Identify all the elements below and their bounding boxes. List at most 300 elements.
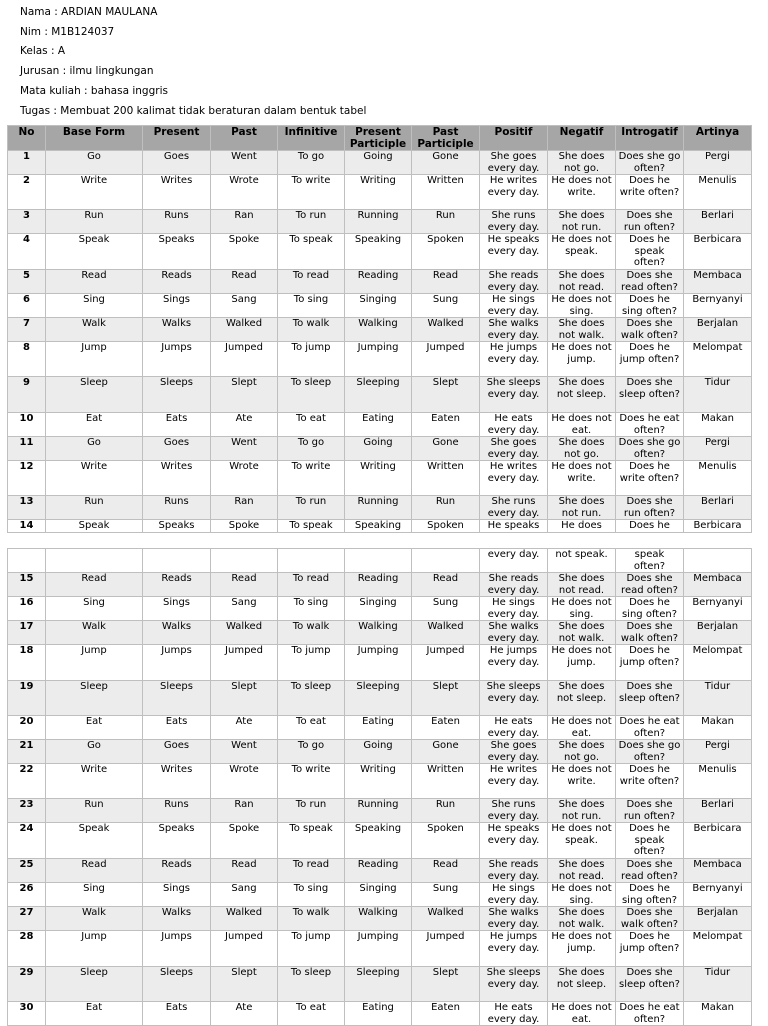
cell-past: Read: [211, 270, 278, 294]
cell-past: Spoke: [211, 234, 278, 270]
cell-infinitive: To write: [278, 461, 345, 496]
cell-artinya: Bernyanyi: [684, 597, 752, 621]
cell-no: 28: [8, 931, 46, 967]
cell-infinitive: To go: [278, 437, 345, 461]
table-row: [8, 883, 752, 907]
cell-artinya: Berlari: [684, 210, 752, 234]
cell-present: Writes: [143, 175, 211, 210]
cell-present: Jumps: [143, 931, 211, 967]
cell-introgatif: Does he write often?: [616, 175, 684, 210]
cell-past: Ate: [211, 413, 278, 437]
cell-introgatif: Does she sleep often?: [616, 377, 684, 413]
cell-base-form: Go: [46, 151, 143, 175]
cell-past-participle: Sung: [412, 883, 480, 907]
cell-positif: She walks every day.: [480, 621, 548, 645]
cell-present-participle: Sleeping: [345, 377, 412, 413]
cell-artinya: Berjalan: [684, 621, 752, 645]
cell-no: 1: [8, 151, 46, 175]
cell-positif: She walks every day.: [480, 318, 548, 342]
cell-base-form: Write: [46, 175, 143, 210]
table-row: [8, 270, 752, 294]
cell-past-participle: Read: [412, 859, 480, 883]
cell-no: 29: [8, 967, 46, 1002]
cell-no: 21: [8, 740, 46, 764]
cell-present: Walks: [143, 907, 211, 931]
cell-introgatif: Does he speak often?: [616, 234, 684, 270]
cell-positif: He eats every day.: [480, 413, 548, 437]
cell-infinitive: To sing: [278, 597, 345, 621]
cell-negatif: She does not read.: [548, 270, 616, 294]
cell-past-participle: Slept: [412, 967, 480, 1002]
cell-present-participle: Jumping: [345, 645, 412, 681]
cell-negatif: She does not read.: [548, 573, 616, 597]
cell-past: Jumped: [211, 931, 278, 967]
cell-negatif: He does not write.: [548, 461, 616, 496]
cell-infinitive: To read: [278, 859, 345, 883]
cell-no: 15: [8, 573, 46, 597]
cell-no: 9: [8, 377, 46, 413]
cell-no: 20: [8, 716, 46, 740]
cell-present: Eats: [143, 716, 211, 740]
cell-present-participle: Eating: [345, 413, 412, 437]
cell-negatif: She does not go.: [548, 151, 616, 175]
cell-present: Speaks: [143, 520, 211, 533]
cell-present-participle: Running: [345, 210, 412, 234]
cell-introgatif: Does she read often?: [616, 270, 684, 294]
col-header-artinya: Artinya: [684, 126, 752, 151]
cell-no: 23: [8, 799, 46, 823]
cell-present: Runs: [143, 496, 211, 520]
table-row: [8, 234, 752, 270]
cell-past-participle: Gone: [412, 151, 480, 175]
cell-negatif: He does not jump.: [548, 342, 616, 377]
table-header-row: [8, 126, 752, 151]
cell-positif: He speaks every day.: [480, 234, 548, 270]
cell-introgatif: Does he: [616, 520, 684, 533]
cell-past: Wrote: [211, 764, 278, 799]
cell-past-participle: Walked: [412, 621, 480, 645]
cell-artinya: Tidur: [684, 681, 752, 716]
cell-no: 2: [8, 175, 46, 210]
cell-past-participle: Jumped: [412, 645, 480, 681]
cell-present: Sleeps: [143, 967, 211, 1002]
cell-infinitive: To jump: [278, 342, 345, 377]
cell-infinitive: To jump: [278, 931, 345, 967]
cell-positif: She runs every day.: [480, 496, 548, 520]
table-row: [8, 573, 752, 597]
cell-base-form: Go: [46, 437, 143, 461]
cell-introgatif: Does she walk often?: [616, 621, 684, 645]
cell-base-form: Write: [46, 764, 143, 799]
cell-introgatif: Does he write often?: [616, 461, 684, 496]
cell-negatif: not speak.: [548, 549, 616, 573]
cell-negatif: He does not write.: [548, 175, 616, 210]
student-name: Nama : ARDIAN MAULANA: [20, 6, 158, 18]
table-row: [8, 413, 752, 437]
cell-past: Wrote: [211, 175, 278, 210]
cell-no: 24: [8, 823, 46, 859]
cell-artinya: Pergi: [684, 437, 752, 461]
col-header-negatif: Negatif: [548, 126, 616, 151]
cell-infinitive: To speak: [278, 234, 345, 270]
verb-table-page-2: [7, 548, 752, 1026]
cell-infinitive: To run: [278, 496, 345, 520]
cell-infinitive: To sleep: [278, 377, 345, 413]
cell-introgatif: Does she sleep often?: [616, 681, 684, 716]
cell-positif: He jumps every day.: [480, 645, 548, 681]
cell-no: 17: [8, 621, 46, 645]
cell-past-participle: Walked: [412, 318, 480, 342]
cell-past-participle: Written: [412, 175, 480, 210]
cell-past: Sang: [211, 294, 278, 318]
cell-negatif: She does not walk.: [548, 621, 616, 645]
cell-present: Sings: [143, 883, 211, 907]
table-row: [8, 175, 752, 210]
cell-present-participle: Writing: [345, 764, 412, 799]
table-row: [8, 377, 752, 413]
cell-no: 5: [8, 270, 46, 294]
table-row: [8, 859, 752, 883]
cell-infinitive: To sleep: [278, 681, 345, 716]
cell-present: Reads: [143, 859, 211, 883]
col-header-present: Present: [143, 126, 211, 151]
cell-no: 7: [8, 318, 46, 342]
cell-present: Walks: [143, 621, 211, 645]
cell-present-participle: Going: [345, 740, 412, 764]
col-header-past-participle: Past Participle: [412, 126, 480, 151]
cell-positif: She goes every day.: [480, 740, 548, 764]
cell-negatif: He does not speak.: [548, 823, 616, 859]
cell-present-participle: Walking: [345, 318, 412, 342]
cell-past: Went: [211, 151, 278, 175]
cell-infinitive: To run: [278, 799, 345, 823]
cell-artinya: Berbicara: [684, 234, 752, 270]
cell-past: Wrote: [211, 461, 278, 496]
assignment-title: Tugas : Membuat 200 kalimat tidak beraturan dalam bentuk tabel: [20, 105, 367, 117]
cell-artinya: Tidur: [684, 377, 752, 413]
cell-introgatif: Does he sing often?: [616, 883, 684, 907]
cell-past: Jumped: [211, 342, 278, 377]
table-row: [8, 681, 752, 716]
table-row: [8, 461, 752, 496]
cell-base-form: Write: [46, 461, 143, 496]
cell-positif: He speaks every day.: [480, 823, 548, 859]
cell-introgatif: Does she go often?: [616, 740, 684, 764]
cell-past-participle: Read: [412, 573, 480, 597]
cell-infinitive: To write: [278, 764, 345, 799]
cell-artinya: Melompat: [684, 342, 752, 377]
cell-present-participle: Writing: [345, 175, 412, 210]
cell-introgatif: Does she walk often?: [616, 318, 684, 342]
cell-positif: She goes every day.: [480, 151, 548, 175]
cell-negatif: She does not sleep.: [548, 967, 616, 1002]
cell-past: Went: [211, 740, 278, 764]
cell-negatif: She does not read.: [548, 859, 616, 883]
cell-artinya: Bernyanyi: [684, 883, 752, 907]
cell-negatif: He does: [548, 520, 616, 533]
cell-infinitive: To eat: [278, 413, 345, 437]
cell-present: Eats: [143, 1002, 211, 1026]
cell-infinitive: To eat: [278, 716, 345, 740]
cell-present-participle: Speaking: [345, 823, 412, 859]
cell-no: 3: [8, 210, 46, 234]
cell-introgatif: Does he speak often?: [616, 823, 684, 859]
cell-positif: He jumps every day.: [480, 342, 548, 377]
cell-past: Sang: [211, 883, 278, 907]
cell-present: Speaks: [143, 234, 211, 270]
cell-no: 22: [8, 764, 46, 799]
cell-past-participle: Sung: [412, 597, 480, 621]
cell-past: Walked: [211, 621, 278, 645]
cell-infinitive: To walk: [278, 907, 345, 931]
cell-positif: She reads every day.: [480, 573, 548, 597]
cell-past-participle: Run: [412, 210, 480, 234]
cell-present: Reads: [143, 573, 211, 597]
cell-present-participle: Reading: [345, 859, 412, 883]
cell-past-participle: Gone: [412, 437, 480, 461]
cell-no: 25: [8, 859, 46, 883]
verb-table-page-1: [7, 125, 752, 533]
cell-artinya: Makan: [684, 413, 752, 437]
cell-present: Sleeps: [143, 681, 211, 716]
cell-no: 10: [8, 413, 46, 437]
cell-introgatif: Does he jump often?: [616, 645, 684, 681]
table-row: [8, 907, 752, 931]
cell-past-participle: Slept: [412, 681, 480, 716]
cell-base-form: Run: [46, 799, 143, 823]
cell-base-form: Sleep: [46, 681, 143, 716]
cell-present: Writes: [143, 764, 211, 799]
cell-negatif: He does not speak.: [548, 234, 616, 270]
cell-present-participle: Speaking: [345, 234, 412, 270]
cell-negatif: He does not write.: [548, 764, 616, 799]
cell-artinya: Tidur: [684, 967, 752, 1002]
cell-present: Goes: [143, 740, 211, 764]
table-row: [8, 294, 752, 318]
cell-infinitive: To walk: [278, 318, 345, 342]
cell-base-form: Walk: [46, 318, 143, 342]
cell-introgatif: Does he jump often?: [616, 931, 684, 967]
cell-no: 27: [8, 907, 46, 931]
cell-positif: every day.: [480, 549, 548, 573]
cell-artinya: Membaca: [684, 573, 752, 597]
cell-infinitive: To go: [278, 151, 345, 175]
cell-no: 26: [8, 883, 46, 907]
cell-present: Goes: [143, 437, 211, 461]
cell-base-form: Run: [46, 496, 143, 520]
table-row: [8, 764, 752, 799]
cell-positif: She goes every day.: [480, 437, 548, 461]
cell-no: 18: [8, 645, 46, 681]
cell-artinya: Membaca: [684, 270, 752, 294]
cell-no: 6: [8, 294, 46, 318]
cell-base-form: Read: [46, 270, 143, 294]
cell-present-participle: Jumping: [345, 931, 412, 967]
cell-introgatif: Does he sing often?: [616, 597, 684, 621]
cell-positif: He sings every day.: [480, 294, 548, 318]
cell-infinitive: To walk: [278, 621, 345, 645]
cell-base-form: Jump: [46, 645, 143, 681]
cell-introgatif: speak often?: [616, 549, 684, 573]
cell-artinya: Makan: [684, 716, 752, 740]
cell-past-participle: Eaten: [412, 716, 480, 740]
cell-no: 30: [8, 1002, 46, 1026]
cell-positif: She reads every day.: [480, 859, 548, 883]
cell-base-form: Eat: [46, 413, 143, 437]
cell-infinitive: To eat: [278, 1002, 345, 1026]
cell-present-participle: Eating: [345, 1002, 412, 1026]
cell-base-form: Read: [46, 573, 143, 597]
cell-past: Ran: [211, 210, 278, 234]
cell-present: Walks: [143, 318, 211, 342]
cell-infinitive: To sleep: [278, 967, 345, 1002]
cell-past: Ate: [211, 1002, 278, 1026]
cell-past: Slept: [211, 377, 278, 413]
cell-artinya: Berbicara: [684, 823, 752, 859]
cell-positif: She sleeps every day.: [480, 967, 548, 1002]
cell-past: Slept: [211, 967, 278, 1002]
cell-past-participle: Jumped: [412, 931, 480, 967]
cell-introgatif: Does she go often?: [616, 151, 684, 175]
cell-base-form: Sleep: [46, 377, 143, 413]
cell-past-participle: Walked: [412, 907, 480, 931]
table-row: [8, 151, 752, 175]
cell-present: Sleeps: [143, 377, 211, 413]
cell-past: Sang: [211, 597, 278, 621]
cell-present-participle: Singing: [345, 597, 412, 621]
cell-past-participle: Eaten: [412, 413, 480, 437]
cell-present-participle: Walking: [345, 621, 412, 645]
cell-negatif: She does not run.: [548, 210, 616, 234]
cell-introgatif: Does he write often?: [616, 764, 684, 799]
cell-base-form: Go: [46, 740, 143, 764]
cell-artinya: Menulis: [684, 461, 752, 496]
cell-introgatif: Does she walk often?: [616, 907, 684, 931]
col-header-positif: Positif: [480, 126, 548, 151]
cell-negatif: He does not sing.: [548, 597, 616, 621]
cell-base-form: Walk: [46, 907, 143, 931]
cell-artinya: Melompat: [684, 645, 752, 681]
cell-past: Went: [211, 437, 278, 461]
table-row: [8, 437, 752, 461]
cell-past-participle: Jumped: [412, 342, 480, 377]
cell-positif: He writes every day.: [480, 175, 548, 210]
cell-introgatif: Does she go often?: [616, 437, 684, 461]
cell-present-participle: Sleeping: [345, 681, 412, 716]
cell-past-participle: Run: [412, 496, 480, 520]
table-row: [8, 823, 752, 859]
cell-artinya: Membaca: [684, 859, 752, 883]
cell-base-form: Walk: [46, 621, 143, 645]
cell-artinya: Berbicara: [684, 520, 752, 533]
cell-positif: He jumps every day.: [480, 931, 548, 967]
cell-no: 12: [8, 461, 46, 496]
course-name: Mata kuliah : bahasa inggris: [20, 85, 168, 97]
table-row: [8, 496, 752, 520]
cell-present-participle: Running: [345, 799, 412, 823]
table-row: [8, 967, 752, 1002]
cell-past: Walked: [211, 907, 278, 931]
cell-negatif: He does not jump.: [548, 931, 616, 967]
cell-positif: He speaks: [480, 520, 548, 533]
cell-positif: He writes every day.: [480, 764, 548, 799]
cell-introgatif: Does he sing often?: [616, 294, 684, 318]
cell-base-form: Run: [46, 210, 143, 234]
cell-present: Eats: [143, 413, 211, 437]
col-header-infinitive: Infinitive: [278, 126, 345, 151]
table-row: [8, 799, 752, 823]
cell-introgatif: Does he eat often?: [616, 1002, 684, 1026]
cell-infinitive: To speak: [278, 823, 345, 859]
cell-present-participle: Going: [345, 437, 412, 461]
cell-past-participle: Spoken: [412, 520, 480, 533]
cell-infinitive: To run: [278, 210, 345, 234]
cell-present: Writes: [143, 461, 211, 496]
cell-artinya: Pergi: [684, 151, 752, 175]
cell-artinya: Pergi: [684, 740, 752, 764]
cell-introgatif: Does he eat often?: [616, 413, 684, 437]
cell-present: Reads: [143, 270, 211, 294]
table-row: [8, 645, 752, 681]
cell-no: 14: [8, 520, 46, 533]
cell-positif: She sleeps every day.: [480, 377, 548, 413]
cell-present: Sings: [143, 294, 211, 318]
cell-artinya: Makan: [684, 1002, 752, 1026]
cell-no: 4: [8, 234, 46, 270]
cell-no: 13: [8, 496, 46, 520]
cell-present-participle: Walking: [345, 907, 412, 931]
table-row: [8, 342, 752, 377]
cell-base-form: Jump: [46, 931, 143, 967]
cell-past: Read: [211, 859, 278, 883]
cell-infinitive: To read: [278, 573, 345, 597]
cell-present-participle: Speaking: [345, 520, 412, 533]
cell-base-form: Jump: [46, 342, 143, 377]
cell-positif: He eats every day.: [480, 716, 548, 740]
cell-no: 8: [8, 342, 46, 377]
cell-infinitive: To jump: [278, 645, 345, 681]
cell-negatif: She does not go.: [548, 437, 616, 461]
cell-base-form: Eat: [46, 1002, 143, 1026]
cell-past: Slept: [211, 681, 278, 716]
table-row: [8, 210, 752, 234]
cell-infinitive: To read: [278, 270, 345, 294]
cell-introgatif: Does she sleep often?: [616, 967, 684, 1002]
cell-base-form: Sing: [46, 883, 143, 907]
cell-present-participle: Sleeping: [345, 967, 412, 1002]
cell-infinitive: To sing: [278, 294, 345, 318]
table-row: [8, 716, 752, 740]
cell-present-participle: Singing: [345, 294, 412, 318]
cell-introgatif: Does she read often?: [616, 573, 684, 597]
cell-past-participle: Slept: [412, 377, 480, 413]
cell-past: Ran: [211, 496, 278, 520]
cell-negatif: She does not go.: [548, 740, 616, 764]
cell-positif: She runs every day.: [480, 799, 548, 823]
cell-infinitive: To write: [278, 175, 345, 210]
cell-past: Jumped: [211, 645, 278, 681]
cell-base-form: Sing: [46, 597, 143, 621]
cell-introgatif: Does she run often?: [616, 799, 684, 823]
col-header-base-form: Base Form: [46, 126, 143, 151]
col-header-introgatif: Introgatif: [616, 126, 684, 151]
cell-present: Goes: [143, 151, 211, 175]
cell-past: Walked: [211, 318, 278, 342]
cell-present: Runs: [143, 799, 211, 823]
cell-past: Ate: [211, 716, 278, 740]
cell-positif: She runs every day.: [480, 210, 548, 234]
table-row: [8, 597, 752, 621]
